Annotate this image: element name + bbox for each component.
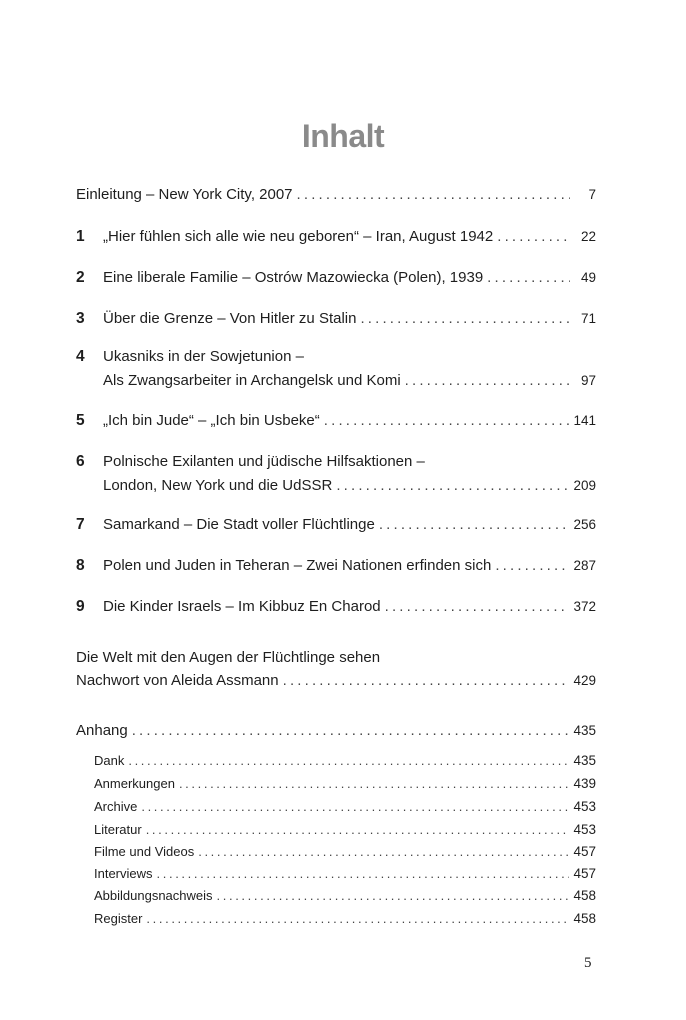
chapter-number: 7 xyxy=(76,516,85,533)
toc-page-number: 435 xyxy=(573,753,596,768)
leader-dots xyxy=(179,775,570,793)
chapter-number: 8 xyxy=(76,557,85,574)
toc-entry-chapter-7 xyxy=(76,515,596,535)
toc-entry-chapter-6-line1: Polnische Exilanten und jüdische Hilfsaktionen – xyxy=(103,453,425,470)
toc-entry-text: Samarkand – Die Stadt voller Flüchtlinge xyxy=(103,516,375,533)
leader-dots xyxy=(128,752,569,770)
toc-entry-text: Nachwort von Aleida Assmann xyxy=(76,672,279,689)
toc-subentry xyxy=(94,843,596,861)
toc-subentry xyxy=(94,910,596,928)
toc-subentry xyxy=(94,798,596,816)
toc-subentry xyxy=(94,887,596,905)
toc-entry-text: Anhang xyxy=(76,722,128,739)
toc-entry-text: Als Zwangsarbeiter in Archangelsk und Komi xyxy=(103,372,401,389)
toc-subentry-text: Abbildungsnachweis xyxy=(94,888,213,903)
chapter-number: 1 xyxy=(76,228,85,245)
toc-entry-text: Über die Grenze – Von Hitler zu Stalin xyxy=(103,310,357,327)
leader-dots xyxy=(495,556,569,576)
toc-subentry-text: Anmerkungen xyxy=(94,776,175,791)
toc-page-number: 209 xyxy=(573,478,596,493)
toc-subentry-text: Archive xyxy=(94,799,138,814)
toc-entry-chapter-8 xyxy=(76,556,596,576)
toc-page-number: 372 xyxy=(573,599,596,614)
toc-entry-afterword xyxy=(76,671,596,691)
leader-dots xyxy=(379,515,570,535)
leader-dots xyxy=(297,185,570,205)
toc-subentry xyxy=(94,821,596,839)
toc-subentry-text: Filme und Videos xyxy=(94,844,195,859)
chapter-number: 3 xyxy=(76,310,85,327)
leader-dots xyxy=(146,910,569,928)
leader-dots xyxy=(132,721,570,741)
leader-dots xyxy=(198,843,569,861)
leader-dots xyxy=(385,597,570,617)
toc-page-number: 141 xyxy=(573,413,596,428)
chapter-number: 4 xyxy=(76,348,85,365)
leader-dots xyxy=(360,309,570,329)
toc-entry-chapter-4-line1: Ukasniks in der Sowjetunion – xyxy=(103,348,304,365)
toc-page-number: 453 xyxy=(573,799,596,814)
toc-entry-text: „Ich bin Jude“ – „Ich bin Usbeke“ xyxy=(103,412,320,429)
toc-entry-text: Die Kinder Israels – Im Kibbuz En Charod xyxy=(103,598,381,615)
toc-page-number: 287 xyxy=(573,558,596,573)
toc-entry-appendix xyxy=(76,721,596,741)
toc-subentry-text: Register xyxy=(94,911,143,926)
chapter-number: 9 xyxy=(76,598,85,615)
toc-entry-text: Einleitung – New York City, 2007 xyxy=(76,186,293,203)
toc-subentry-text: Literatur xyxy=(94,822,142,837)
page-title: Inhalt xyxy=(301,118,385,154)
toc-page-number: 22 xyxy=(580,229,596,244)
chapter-number: 2 xyxy=(76,269,85,286)
leader-dots xyxy=(157,865,570,883)
toc-subentry-text: Interviews xyxy=(94,866,153,881)
toc-page-number: 453 xyxy=(573,822,596,837)
toc-page-number: 435 xyxy=(573,723,596,738)
toc-page-number: 439 xyxy=(573,776,596,791)
toc-page-number: 458 xyxy=(573,888,596,903)
toc-entry-afterword-line1: Die Welt mit den Augen der Flüchtlinge sehen xyxy=(76,649,381,666)
leader-dots xyxy=(217,887,570,905)
toc-entry-intro xyxy=(76,185,596,205)
leader-dots xyxy=(405,371,570,391)
toc-page-number: 71 xyxy=(580,311,596,326)
toc-entry-chapter-1 xyxy=(76,227,596,247)
toc-page-number: 457 xyxy=(573,844,596,859)
chapter-number: 5 xyxy=(76,412,85,429)
toc-entry-text: „Hier fühlen sich alle wie neu geboren“ – Iran, August 1942 xyxy=(103,228,494,245)
toc-subentry-text: Dank xyxy=(94,753,125,768)
leader-dots xyxy=(487,268,570,288)
toc-entry-text: Eine liberale Familie – Ostrów Mazowiecka (Polen), 1939 xyxy=(103,269,484,286)
toc-subentry xyxy=(94,752,596,770)
toc-page-number: 7 xyxy=(588,187,596,202)
toc-entry-chapter-5 xyxy=(76,411,596,431)
toc-subentry xyxy=(94,865,596,883)
leader-dots xyxy=(141,798,569,816)
toc-entry-chapter-9 xyxy=(76,597,596,617)
toc-page-number: 97 xyxy=(580,373,596,388)
toc-page-number: 256 xyxy=(573,517,596,532)
leader-dots xyxy=(497,227,570,247)
toc-page-number: 457 xyxy=(573,866,596,881)
chapter-number: 6 xyxy=(76,453,85,470)
toc-page-number: 458 xyxy=(573,911,596,926)
toc-entry-text: London, New York und die UdSSR xyxy=(103,477,333,494)
page-folio: 5 xyxy=(584,955,592,971)
toc-entry-text: Polen und Juden in Teheran – Zwei Nationen erfinden sich xyxy=(103,557,492,574)
toc-page-number: 49 xyxy=(580,270,596,285)
leader-dots xyxy=(324,411,570,431)
leader-dots xyxy=(336,476,569,496)
toc-page-number: 429 xyxy=(573,673,596,688)
leader-dots xyxy=(283,671,570,691)
leader-dots xyxy=(146,821,570,839)
toc-subentry xyxy=(94,775,596,793)
toc-entry-chapter-3 xyxy=(76,309,596,329)
toc-entry-chapter-2 xyxy=(76,268,596,288)
